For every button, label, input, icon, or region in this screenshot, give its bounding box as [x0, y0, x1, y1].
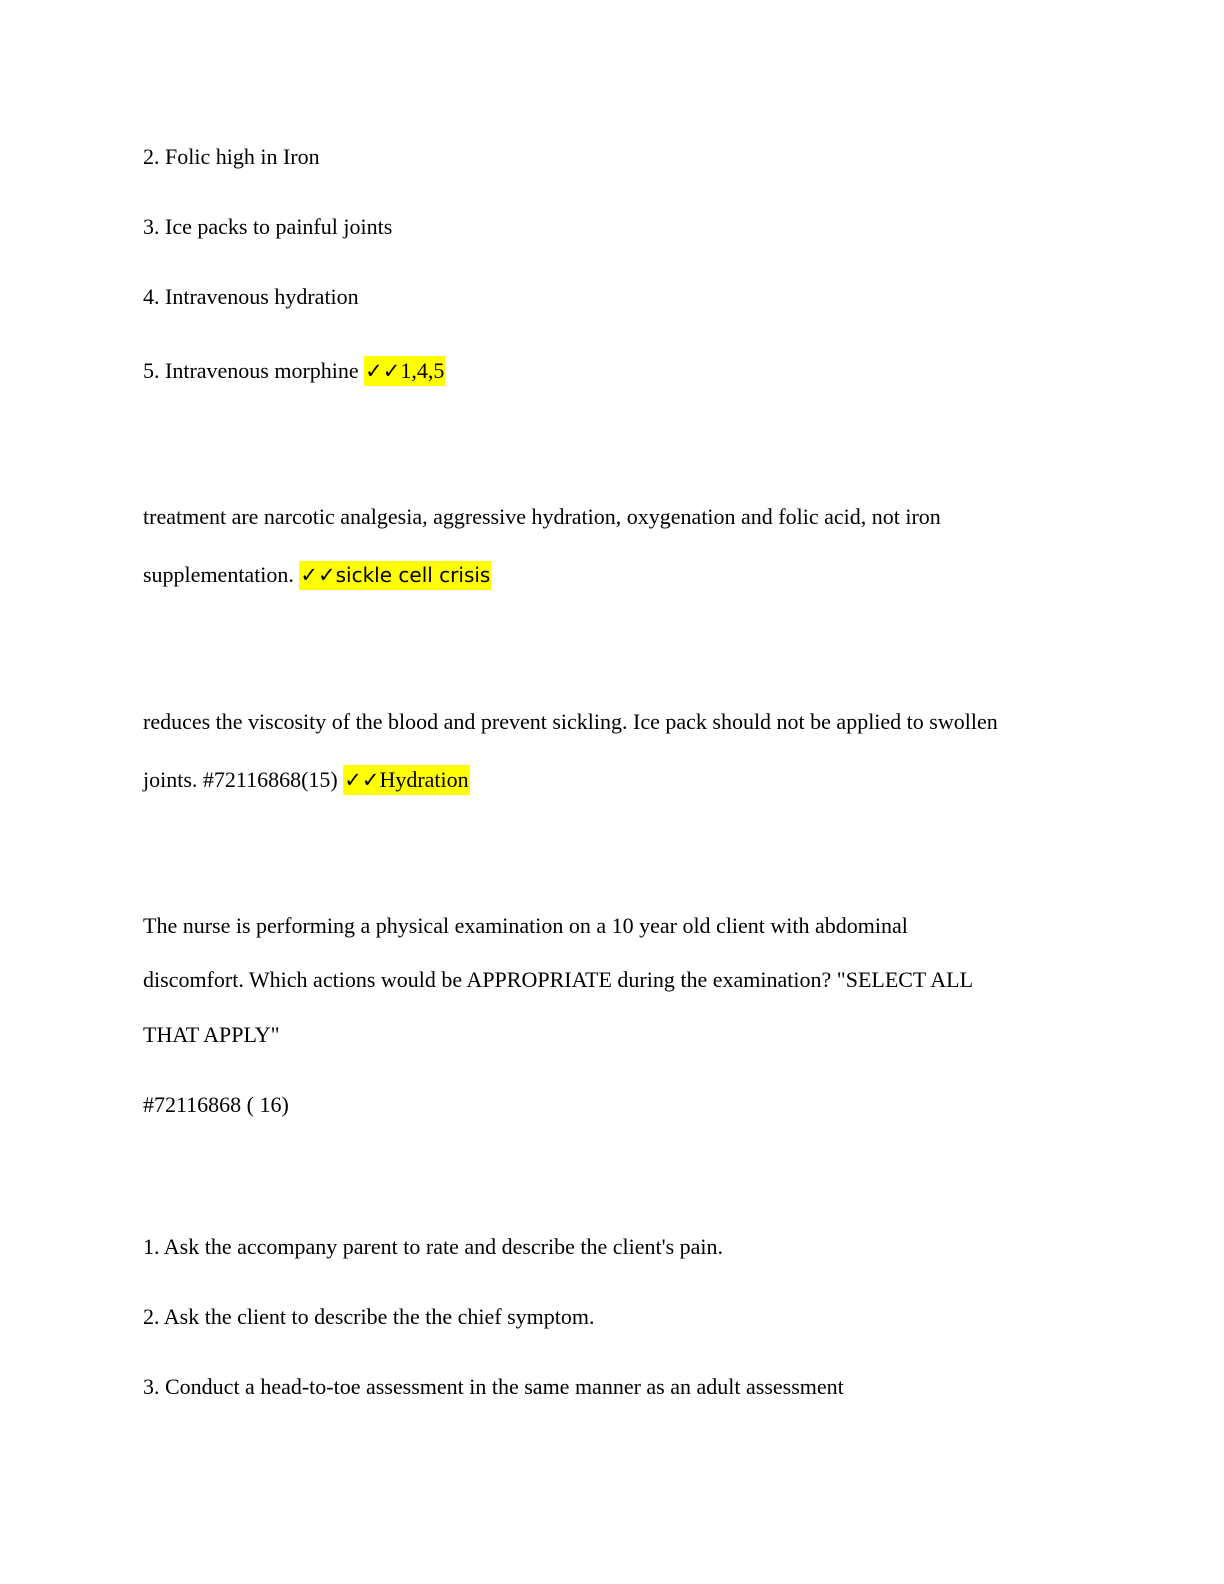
option-folic-iron: 2. Folic high in Iron	[143, 144, 320, 169]
double-check-icon: ✓✓	[344, 768, 380, 792]
option-1: 1. Ask the accompany parent to rate and describe the client's pain.	[143, 1234, 724, 1259]
double-check-icon: ✓✓	[300, 563, 336, 587]
rationale-text: joints. #72116868(15)	[143, 767, 344, 792]
answer-text: sickle cell crisis	[335, 563, 491, 587]
rationale-line-4	[143, 766, 470, 794]
answer-highlight	[299, 561, 491, 590]
question-line-3: THAT APPLY"	[143, 1022, 280, 1047]
option-iv-morphine	[143, 357, 445, 385]
question-line-1: The nurse is performing a physical examination on a 10 year old client with abdominal	[143, 913, 908, 938]
option-3: 3. Conduct a head-to-toe assessment in the same manner as an adult assessment	[143, 1374, 844, 1399]
answer-highlight	[364, 356, 445, 386]
rationale-line-1: treatment are narcotic analgesia, aggressive hydration, oxygenation and folic acid, not iron	[143, 504, 941, 529]
answer-text: 1,4,5	[400, 358, 445, 383]
option-2: 2. Ask the client to describe the the chief symptom.	[143, 1304, 595, 1329]
double-check-icon: ✓✓	[365, 359, 401, 383]
option-ice-packs: 3. Ice packs to painful joints	[143, 214, 393, 239]
option-iv-hydration: 4. Intravenous hydration	[143, 284, 359, 309]
rationale-line-3: reduces the viscosity of the blood and prevent sickling. Ice pack should not be applied to swollen	[143, 709, 998, 734]
answer-text: Hydration	[379, 767, 469, 792]
option-iv-morphine-text: 5. Intravenous morphine	[143, 358, 365, 383]
question-id: #72116868 ( 16)	[143, 1092, 289, 1117]
rationale-line-2	[143, 561, 491, 589]
answer-highlight	[343, 765, 469, 795]
question-line-2: discomfort. Which actions would be APPROPRIATE during the examination? "SELECT ALL	[143, 967, 974, 992]
rationale-text: supplementation.	[143, 562, 300, 587]
